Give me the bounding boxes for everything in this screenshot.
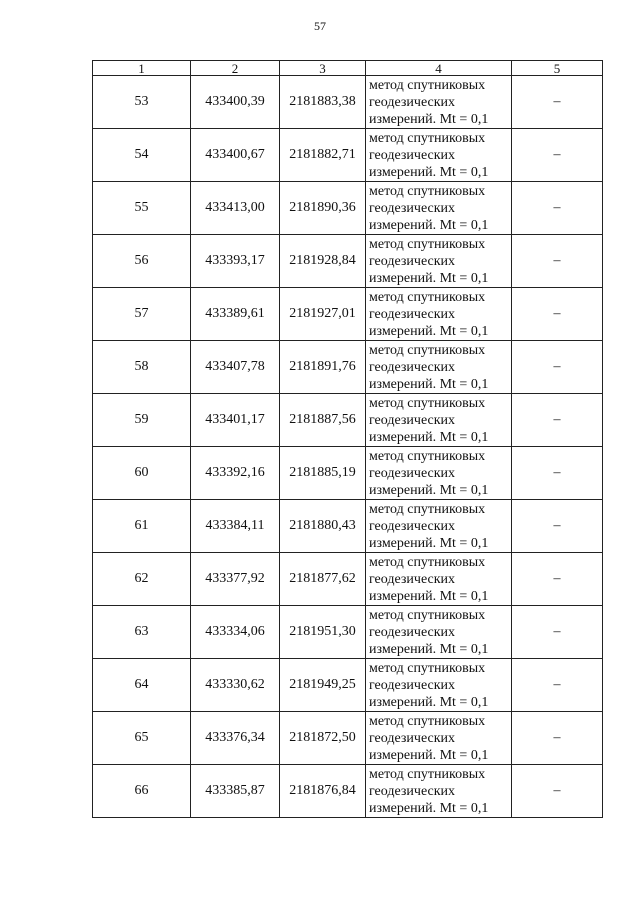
y-coordinate-cell: 2181880,43	[280, 500, 366, 553]
method-line: измерений. Mt = 0,1	[369, 111, 489, 127]
table-row	[93, 288, 603, 341]
method-line: измерений. Mt = 0,1	[369, 217, 489, 233]
method-line: метод спутниковых	[369, 77, 486, 93]
y-coordinate-cell: 2181928,84	[280, 235, 366, 288]
y-coordinate-cell: 2181882,71	[280, 129, 366, 182]
method-line: геодезических	[369, 147, 456, 163]
method-cell	[366, 447, 512, 500]
x-coordinate-cell: 433392,16	[191, 447, 280, 500]
point-number-cell: 60	[93, 447, 191, 500]
method-line: метод спутниковых	[369, 395, 486, 411]
x-coordinate-cell: 433413,00	[191, 182, 280, 235]
table-row	[93, 606, 603, 659]
method-line: геодезических	[369, 253, 456, 269]
note-cell: –	[512, 76, 603, 129]
table-row	[93, 659, 603, 712]
y-coordinate-cell: 2181876,84	[280, 765, 366, 818]
method-line: геодезических	[369, 624, 456, 640]
x-coordinate-cell: 433376,34	[191, 712, 280, 765]
y-coordinate-cell: 2181872,50	[280, 712, 366, 765]
method-line: измерений. Mt = 0,1	[369, 747, 489, 763]
table-row	[93, 129, 603, 182]
method-cell	[366, 712, 512, 765]
table-row	[93, 76, 603, 129]
method-cell	[366, 394, 512, 447]
method-line: геодезических	[369, 465, 456, 481]
note-cell: –	[512, 394, 603, 447]
method-line: метод спутниковых	[369, 501, 486, 517]
method-line: метод спутниковых	[369, 766, 486, 782]
table-row	[93, 765, 603, 818]
method-cell	[366, 500, 512, 553]
x-coordinate-cell: 433407,78	[191, 341, 280, 394]
table-row	[93, 500, 603, 553]
point-number-cell: 61	[93, 500, 191, 553]
x-coordinate-cell: 433334,06	[191, 606, 280, 659]
method-line: метод спутниковых	[369, 448, 486, 464]
method-line: измерений. Mt = 0,1	[369, 694, 489, 710]
method-line: геодезических	[369, 677, 456, 693]
x-coordinate-cell: 433330,62	[191, 659, 280, 712]
method-line: геодезических	[369, 783, 456, 799]
method-line: геодезических	[369, 306, 456, 322]
method-line: измерений. Mt = 0,1	[369, 800, 489, 816]
table-row	[93, 447, 603, 500]
point-number-cell: 62	[93, 553, 191, 606]
method-line: метод спутниковых	[369, 660, 486, 676]
method-cell	[366, 288, 512, 341]
header-col-1: 1	[93, 61, 191, 76]
table-row	[93, 553, 603, 606]
table-body	[93, 61, 603, 818]
x-coordinate-cell: 433389,61	[191, 288, 280, 341]
method-line: метод спутниковых	[369, 713, 486, 729]
method-cell	[366, 129, 512, 182]
x-coordinate-cell: 433401,17	[191, 394, 280, 447]
point-number-cell: 64	[93, 659, 191, 712]
x-coordinate-cell: 433384,11	[191, 500, 280, 553]
y-coordinate-cell: 2181883,38	[280, 76, 366, 129]
x-coordinate-cell: 433393,17	[191, 235, 280, 288]
note-cell: –	[512, 341, 603, 394]
note-cell: –	[512, 288, 603, 341]
method-line: геодезических	[369, 200, 456, 216]
method-line: метод спутниковых	[369, 183, 486, 199]
table-row	[93, 182, 603, 235]
y-coordinate-cell: 2181927,01	[280, 288, 366, 341]
method-line: измерений. Mt = 0,1	[369, 429, 489, 445]
point-number-cell: 66	[93, 765, 191, 818]
method-cell	[366, 606, 512, 659]
x-coordinate-cell: 433400,39	[191, 76, 280, 129]
x-coordinate-cell: 433377,92	[191, 553, 280, 606]
point-number-cell: 54	[93, 129, 191, 182]
method-line: измерений. Mt = 0,1	[369, 164, 489, 180]
note-cell: –	[512, 553, 603, 606]
point-number-cell: 63	[93, 606, 191, 659]
point-number-cell: 55	[93, 182, 191, 235]
coordinates-table	[92, 60, 603, 818]
header-col-4: 4	[366, 61, 512, 76]
method-line: метод спутниковых	[369, 236, 486, 252]
y-coordinate-cell: 2181885,19	[280, 447, 366, 500]
table-row	[93, 341, 603, 394]
x-coordinate-cell: 433385,87	[191, 765, 280, 818]
y-coordinate-cell: 2181891,76	[280, 341, 366, 394]
note-cell: –	[512, 500, 603, 553]
note-cell: –	[512, 235, 603, 288]
note-cell: –	[512, 447, 603, 500]
point-number-cell: 53	[93, 76, 191, 129]
method-line: метод спутниковых	[369, 289, 486, 305]
note-cell: –	[512, 129, 603, 182]
method-line: измерений. Mt = 0,1	[369, 482, 489, 498]
y-coordinate-cell: 2181887,56	[280, 394, 366, 447]
y-coordinate-cell: 2181877,62	[280, 553, 366, 606]
point-number-cell: 56	[93, 235, 191, 288]
header-col-3: 3	[280, 61, 366, 76]
method-cell	[366, 76, 512, 129]
header-col-2: 2	[191, 61, 280, 76]
method-line: измерений. Mt = 0,1	[369, 641, 489, 657]
point-number-cell: 58	[93, 341, 191, 394]
method-line: геодезических	[369, 94, 456, 110]
method-line: геодезических	[369, 412, 456, 428]
method-line: метод спутниковых	[369, 607, 486, 623]
method-line: измерений. Mt = 0,1	[369, 376, 489, 392]
method-line: измерений. Mt = 0,1	[369, 535, 489, 551]
page-number: 57	[314, 19, 326, 33]
method-cell	[366, 341, 512, 394]
method-cell	[366, 235, 512, 288]
note-cell: –	[512, 712, 603, 765]
method-line: метод спутниковых	[369, 342, 486, 358]
method-line: геодезических	[369, 571, 456, 587]
method-line: метод спутниковых	[369, 554, 486, 570]
y-coordinate-cell: 2181890,36	[280, 182, 366, 235]
point-number-cell: 57	[93, 288, 191, 341]
table-header-row	[93, 61, 603, 76]
method-cell	[366, 659, 512, 712]
method-cell	[366, 553, 512, 606]
method-line: измерений. Mt = 0,1	[369, 588, 489, 604]
method-line: измерений. Mt = 0,1	[369, 270, 489, 286]
point-number-cell: 59	[93, 394, 191, 447]
note-cell: –	[512, 659, 603, 712]
method-line: геодезических	[369, 359, 456, 375]
method-line: метод спутниковых	[369, 130, 486, 146]
table-row	[93, 712, 603, 765]
note-cell: –	[512, 182, 603, 235]
y-coordinate-cell: 2181949,25	[280, 659, 366, 712]
method-line: геодезических	[369, 730, 456, 746]
method-cell	[366, 765, 512, 818]
note-cell: –	[512, 765, 603, 818]
table-row	[93, 235, 603, 288]
header-col-5: 5	[512, 61, 603, 76]
x-coordinate-cell: 433400,67	[191, 129, 280, 182]
y-coordinate-cell: 2181951,30	[280, 606, 366, 659]
method-line: геодезических	[369, 518, 456, 534]
method-cell	[366, 182, 512, 235]
note-cell: –	[512, 606, 603, 659]
table-row	[93, 394, 603, 447]
point-number-cell: 65	[93, 712, 191, 765]
method-line: измерений. Mt = 0,1	[369, 323, 489, 339]
